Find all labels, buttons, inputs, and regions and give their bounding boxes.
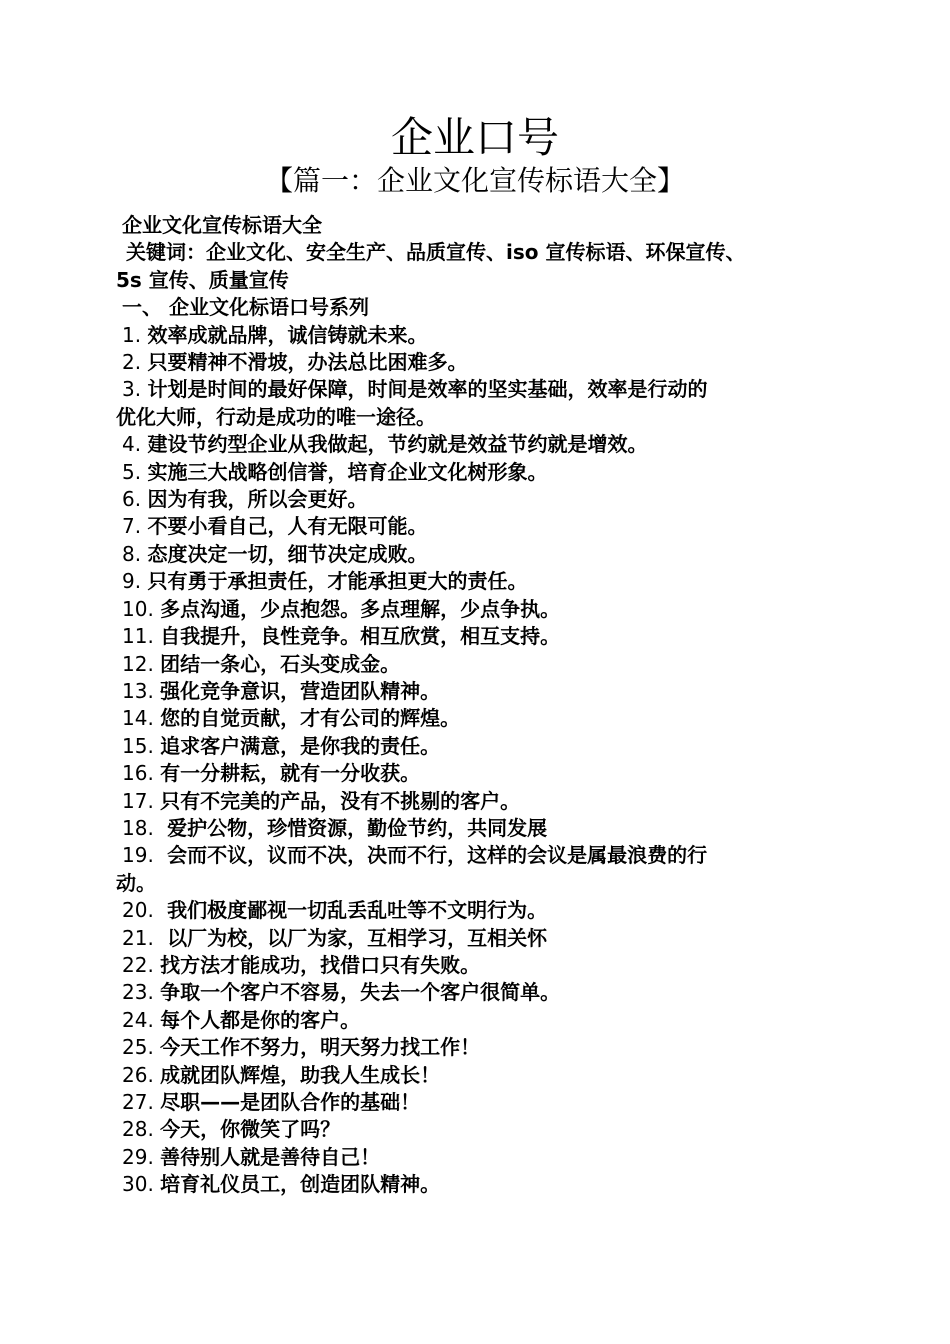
subsection-heading: 一、 企业文化标语口号系列 [122, 295, 369, 320]
list-item-number: 28. [122, 1117, 161, 1142]
list-item-number: 5. [122, 459, 148, 484]
list-item [116, 897, 856, 924]
list-item-number: 6. [122, 487, 148, 512]
list-item-number: 9. [122, 569, 148, 594]
list-item [116, 541, 856, 568]
list-item-text: 爱护公物，珍惜资源，勤俭节约，共同发展 [160, 815, 548, 840]
list-item-number: 21. [122, 925, 161, 950]
list-item-number: 4. [122, 432, 148, 457]
list-item [116, 349, 856, 376]
list-item-text: 建设节约型企业从我做起，节约就是效益节约就是增效。 [147, 432, 648, 457]
list-item [116, 733, 856, 760]
list-item-number: 19. [122, 843, 161, 868]
list-item [116, 1062, 856, 1089]
list-item-text: 今天，你微笑了吗？ [160, 1117, 341, 1142]
list-item-number: 2. [122, 350, 148, 375]
list-item-text: 因为有我，所以会更好。 [147, 487, 368, 512]
list-item [116, 623, 856, 650]
list-item [116, 568, 856, 595]
list-item-text: 善待别人就是善待自己！ [160, 1144, 381, 1169]
list-item [116, 788, 856, 815]
page-title: 企业口号 [390, 113, 559, 162]
list-item-number: 10. [122, 596, 161, 621]
list-item [116, 1171, 856, 1198]
list-item-text: 找方法才能成功，找借口只有失败。 [160, 952, 481, 977]
list-item-number: 17. [122, 788, 161, 813]
list-item-text: 多点沟通，少点抱怨。多点理解，少点争执。 [160, 596, 561, 621]
keywords-line: 关键词：企业文化、安全生产、品质宣传、iso 宣传标语、环保宣传、 [126, 240, 746, 265]
list-item [116, 459, 856, 486]
list-item [116, 651, 856, 678]
list-item-number: 30. [122, 1172, 161, 1197]
list-item-number: 23. [122, 980, 161, 1005]
slogan-list [116, 322, 856, 1199]
list-item-text: 争取一个客户不容易，失去一个客户很简单。 [160, 980, 561, 1005]
list-item-text: 只有勇于承担责任，才能承担更大的责任。 [147, 569, 528, 594]
list-item [116, 1144, 856, 1171]
list-item-text: 态度决定一切，细节决定成败。 [147, 541, 428, 566]
list-item [116, 596, 856, 623]
list-item-number: 8. [122, 541, 148, 566]
list-item-text: 团结一条心，石头变成金。 [160, 651, 401, 676]
list-item-number: 18. [122, 815, 161, 840]
list-item-number: 26. [122, 1062, 161, 1087]
list-item-text: 只有不完美的产品，没有不挑剔的客户。 [160, 788, 521, 813]
list-item [116, 979, 856, 1006]
list-item-text: 只要精神不滑坡，办法总比困难多。 [147, 350, 468, 375]
list-item [116, 322, 856, 349]
page-subtitle: 【篇一：企业文化宣传标语大全】 [264, 164, 685, 197]
list-item-number: 14. [122, 706, 161, 731]
list-item-text: 每个人都是你的客户。 [160, 1007, 361, 1032]
list-item [116, 1034, 856, 1061]
list-item-text: 今天工作不努力，明天努力找工作！ [160, 1035, 481, 1060]
list-item-number: 29. [122, 1144, 161, 1169]
list-item-text: 实施三大战略创信誉，培育企业文化树形象。 [147, 459, 548, 484]
list-item [116, 842, 856, 869]
list-item [116, 760, 856, 787]
list-item [116, 431, 856, 458]
list-item-number: 24. [122, 1007, 161, 1032]
list-item [116, 1116, 856, 1143]
list-item-text: 培育礼仪员工，创造团队精神。 [160, 1172, 441, 1197]
list-item-number: 13. [122, 678, 161, 703]
list-item-text: 我们极度鄙视一切乱丢乱吐等不文明行为。 [160, 898, 548, 923]
keywords-line-continued: 5s 宣传、质量宣传 [116, 267, 289, 292]
list-item-text: 尽职——是团队合作的基础！ [160, 1090, 421, 1114]
list-item-number: 16. [122, 761, 161, 786]
list-item-text: 以厂为校，以厂为家，互相学习，互相关怀 [160, 925, 548, 950]
list-item-number: 7. [122, 514, 148, 539]
list-item-text: 效率成就品牌，诚信铸就未来。 [147, 322, 428, 347]
list-item [116, 678, 856, 705]
list-item [116, 705, 856, 732]
list-item-number: 27. [122, 1090, 161, 1114]
list-item [116, 925, 856, 952]
list-item-text: 自我提升，良性竞争。相互欣赏，相互支持。 [160, 624, 561, 649]
list-item [116, 1089, 856, 1116]
list-item-text: 有一分耕耘，就有一分收获。 [160, 761, 421, 786]
list-item-number: 12. [122, 651, 161, 676]
list-item-text: 强化竞争意识，营造团队精神。 [160, 678, 441, 703]
list-item-number: 1. [122, 322, 148, 347]
list-item [116, 486, 856, 513]
section-heading: 企业文化宣传标语大全 [122, 213, 322, 237]
list-item-text: 追求客户满意，是你我的责任。 [160, 733, 441, 758]
list-item-number: 22. [122, 952, 161, 977]
list-item [116, 1007, 856, 1034]
list-item-number: 15. [122, 733, 161, 758]
list-item-text: 您的自觉贡献，才有公司的辉煌。 [160, 706, 461, 731]
list-item [116, 513, 856, 540]
list-item-text: 会而不议，议而不决，决而不行，这样的会议是属最浪费的行 [160, 843, 708, 868]
list-item-number: 20. [122, 898, 161, 923]
list-item-text: 不要小看自己，人有无限可能。 [147, 514, 428, 539]
list-item-continuation: 动。 [116, 870, 156, 895]
list-item [116, 376, 856, 403]
list-item-text: 成就团队辉煌，助我人生成长！ [160, 1062, 441, 1087]
list-item-number: 11. [122, 624, 161, 649]
list-item-text: 计划是时间的最好保障，时间是效率的坚实基础，效率是行动的 [147, 377, 708, 402]
list-item [116, 815, 856, 842]
list-item [116, 952, 856, 979]
list-item-number: 25. [122, 1035, 161, 1060]
list-item-number: 3. [122, 377, 148, 402]
document-body [116, 212, 856, 1199]
list-item-continuation: 优化大师，行动是成功的唯一途径。 [116, 404, 436, 429]
